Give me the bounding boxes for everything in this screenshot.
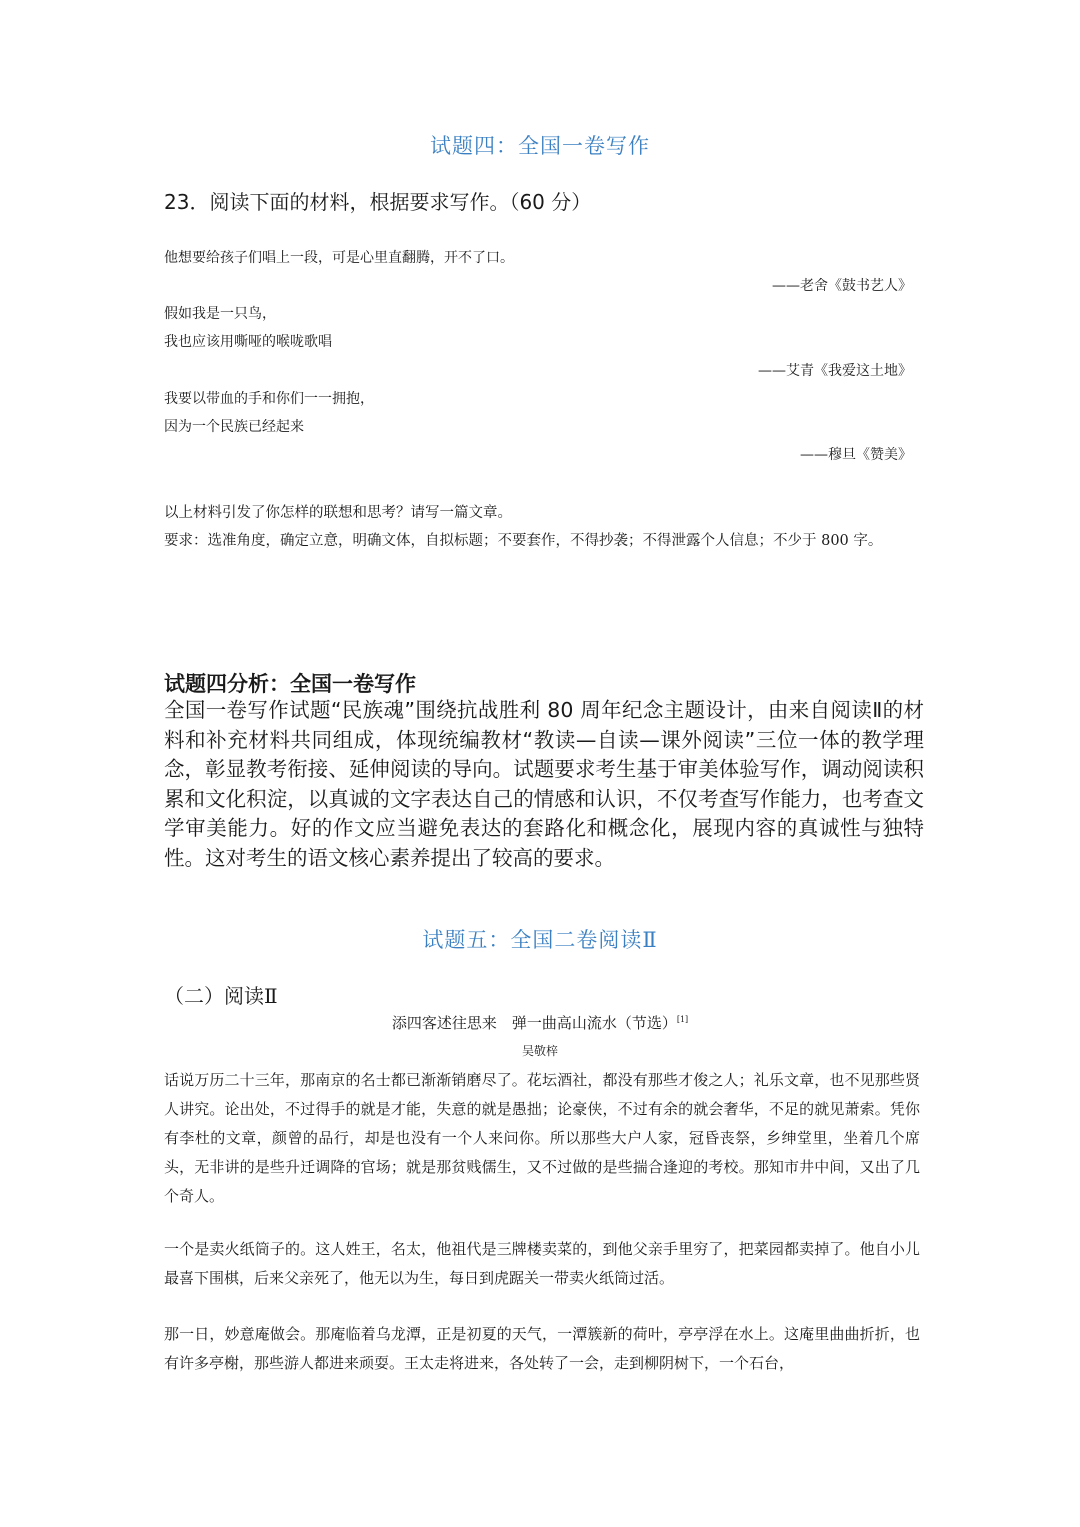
analysis-heading: 试题四分析：全国一卷写作 [164, 672, 416, 696]
material3-line1: 我要以带血的手和你们一一拥抱， [164, 391, 374, 407]
question-23: 23．阅读下面的材料，根据要求写作。（60 分） [164, 190, 592, 214]
article-title-line [0, 1012, 1080, 1033]
material3-line2: 因为一个民族已经起来 [164, 419, 304, 435]
story-paragraph-1: 话说万历二十三年，那南京的名士都已渐渐销磨尽了。花坛酒社，都没有那些才俊之人；礼乐文章，也不见那些贤人讲究。论出处，不过得手的就是才能，失意的就是愚拙；论豪侠，不过有余的就会奢华，不足的就见萧索。凭你有李杜的文章，颜曾的品行，却是也没有一个人来问你。所以那些大户人家，冠昏丧祭，乡绅堂里，坐着几个席头，无非讲的是些升迁调降的官场；就是那贫贱儒生，又不过做的是些揣合逢迎的考校。那知市井中间，又出了几个奇人。 [164, 1071, 920, 1205]
material3-attribution: ——穆旦《赞美》 [800, 447, 912, 463]
material1-line1: 他想要给孩子们唱上一段，可是心里直翻腾，开不了口。 [164, 250, 514, 266]
material2-attribution: ——艾青《我爱这土地》 [758, 363, 912, 379]
article-title: 添四客述往思来 弹一曲高山流水（节选） [391, 1014, 677, 1032]
story-paragraph-2: 一个是卖火纸筒子的。这人姓王，名太，他祖代是三牌楼卖菜的，到他父亲手里穷了，把菜园都卖掉了。他自小儿最喜下围棋，后来父亲死了，他无以为生，每日到虎踞关一带卖火纸筒过活。 [164, 1240, 920, 1287]
writing-prompt: 以上材料引发了你怎样的联想和思考？请写一篇文章。 [164, 505, 512, 521]
story-paragraph-3: 那一日，妙意庵做会。那庵临着乌龙潭，正是初夏的天气，一潭簇新的荷叶，亭亭浮在水上。这庵里曲曲折折，也有许多亭榭，那些游人都进来顽耍。王太走将进来，各处转了一会，走到柳阴树下，一个石台， [164, 1325, 920, 1372]
article-author: 吴敬梓 [521, 1044, 558, 1058]
section5-title: 试题五：全国二卷阅读Ⅱ [422, 928, 658, 952]
section4-title: 试题四：全国一卷写作 [430, 134, 650, 158]
material1-attribution: ——老舍《鼓书艺人》 [772, 278, 912, 294]
writing-requirements: 要求：选准角度，确定立意，明确文体，自拟标题；不要套作，不得抄袭；不得泄露个人信息；不少于 800 字。 [164, 533, 883, 549]
material2-line1: 假如我是一只鸟， [164, 306, 276, 322]
material2-line2: 我也应该用嘶哑的喉咙歌唱 [164, 334, 332, 350]
analysis-body: 全国一卷写作试题“民族魂”围绕抗战胜利 80 周年纪念主题设计，由来自阅读Ⅱ的材料和补充材料共同组成，体现统编教材“教读—自读—课外阅读”三位一体的教学理念，彰显教考衔接、延伸阅读的导向。试题要求考生基于审美体验写作，调动阅读积累和文化积淀，以真诚的文字表达自己的情感和认识，不仅考查写作能力，也考查文学审美能力。好的作文应当避免表达的套路化和概念化，展现内容的真诚性与独特性。这对考生的语文核心素养提出了较高的要求。 [164, 698, 924, 870]
reading-subheading: （二）阅读Ⅱ [164, 984, 278, 1008]
article-footnote-mark: [1] [676, 1015, 689, 1024]
